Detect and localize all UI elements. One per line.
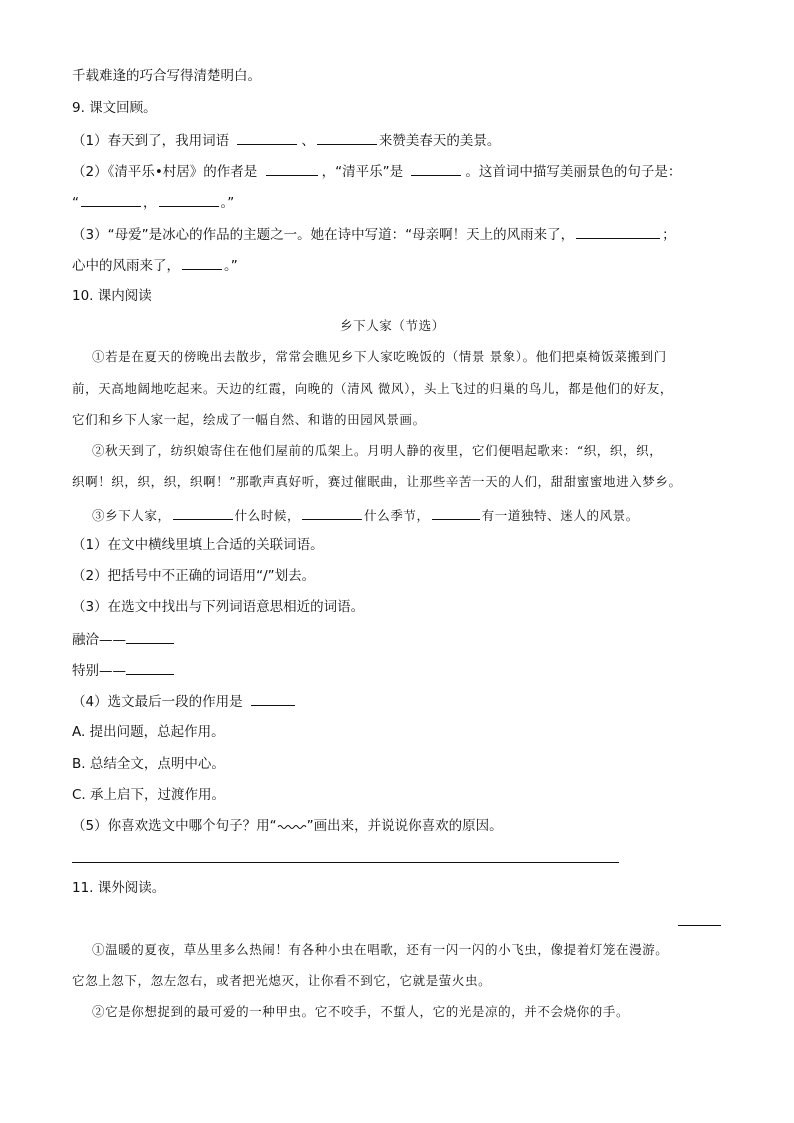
passage-para1-line1: ①若是在夏天的傍晚出去散步，常常会瞧见乡下人家吃晚饭的（情景 景象）。他们把桌椅饭菜搬到门 bbox=[92, 349, 667, 364]
answer-blank[interactable] bbox=[576, 224, 660, 239]
q10-sub4 bbox=[72, 691, 295, 712]
q10-sub2: （2）把括号中不正确的词语用“/”划去。 bbox=[72, 568, 316, 584]
passage-para3-text-b: 什么时候， bbox=[234, 508, 301, 523]
word-pair-2-label: 特别—— bbox=[72, 663, 126, 679]
q9-part2 bbox=[72, 161, 681, 182]
passage-para1-line2: 前，天高地阔地吃起来。天边的红霞，向晚的（清风 微风），头上飞过的归巢的鸟儿，都是他们的好友， bbox=[72, 381, 673, 396]
answer-blank[interactable] bbox=[182, 255, 222, 270]
q9-part2-open-quote: “ bbox=[72, 195, 79, 211]
passage-para1-line3: 它们和乡下人家一起，绘成了一幅自然、和谐的田园风景画。 bbox=[72, 412, 426, 427]
q9-part3-line2 bbox=[72, 255, 238, 276]
passage-para3-text-a: ③乡下人家， bbox=[92, 508, 171, 523]
q9-part3-text-a: （3）“母爱”是冰心的作品的主题之一。她在诗中写道：“母亲啊！天上的风雨来了， bbox=[72, 227, 575, 243]
answer-blank[interactable] bbox=[678, 925, 721, 926]
q11-para2-line1: ②它是你想捉到的最可爱的一种甲虫。它不咬手，不蜇人，它的光是凉的，并不会烧你的手。 bbox=[92, 1004, 630, 1019]
answer-blank[interactable] bbox=[81, 192, 141, 207]
q9-part2-text-a: （2）《清平乐•村居》的作者是 bbox=[72, 164, 258, 180]
q10-sub5-text-a: （5）你喜欢选文中哪个句子？用“ bbox=[72, 818, 277, 834]
q11-title: 11. 课外阅读。 bbox=[72, 880, 166, 896]
answer-blank[interactable] bbox=[173, 505, 233, 520]
passage-para3-text-d: 有一道独特、迷人的风景。 bbox=[481, 508, 639, 523]
answer-blank[interactable] bbox=[126, 629, 174, 644]
passage-title: 乡下人家（节选） bbox=[340, 318, 445, 333]
q9-part3-close: 。” bbox=[224, 258, 238, 274]
q11-para1-line1: ①温暖的夏夜，草丛里多么热闹！有各种小虫在唱歌，还有一闪一闪的小飞虫，像提着灯笼在漫游。 bbox=[92, 942, 669, 957]
q10-sub3: （3）在选文中找出与下列词语意思相近的词语。 bbox=[72, 599, 365, 615]
q9-part1-text-b: 来赞美春天的美景。 bbox=[378, 133, 501, 149]
word-pair-1 bbox=[72, 629, 174, 650]
q9-part1-sep: 、 bbox=[301, 133, 315, 149]
q9-part2-line2 bbox=[72, 192, 234, 213]
passage-para2-line2: 织啊！织，织，织，织啊！”那歌声真好听，赛过催眠曲，让那些辛苦一天的人们，甜甜蜜蜜地进入梦乡。 bbox=[72, 474, 682, 489]
intro-line: 千载难逢的巧合写得清楚明白。 bbox=[72, 68, 261, 84]
answer-line[interactable] bbox=[72, 862, 619, 863]
passage-para3 bbox=[92, 505, 639, 526]
option-a[interactable]: A. 提出问题，总起作用。 bbox=[72, 724, 225, 740]
passage-para2-line1: ②秋天到了，纺织娘寄住在他们屋前的瓜架上。月明人静的夜里，它们便唱起歌来：“织，织，织， bbox=[92, 443, 663, 458]
answer-blank[interactable] bbox=[126, 660, 174, 675]
q9-part2-close-quote: 。” bbox=[220, 195, 235, 211]
option-b[interactable]: B. 总结全文，点明中心。 bbox=[72, 756, 225, 772]
word-pair-2 bbox=[72, 660, 174, 681]
answer-blank[interactable] bbox=[251, 691, 295, 706]
option-c[interactable]: C. 承上启下，过渡作用。 bbox=[72, 787, 226, 803]
answer-blank[interactable] bbox=[302, 505, 362, 520]
q10-sub1: （1）在文中横线里填上合适的关联词语。 bbox=[72, 537, 324, 553]
q9-part2-text-c: 。这首词中描写美丽景色的句子是： bbox=[465, 164, 682, 180]
answer-blank[interactable] bbox=[317, 130, 377, 145]
q10-sub5-text-b: ”画出来，并说说你喜欢的原因。 bbox=[306, 818, 503, 834]
q9-part2-text-b: ，“清平乐”是 bbox=[321, 164, 404, 180]
answer-blank[interactable] bbox=[411, 161, 461, 176]
wavy-underline-icon bbox=[277, 822, 307, 830]
q9-part1 bbox=[72, 130, 500, 151]
q9-part3 bbox=[72, 224, 676, 245]
q9-title: 9. 课文回顾。 bbox=[72, 100, 157, 116]
q9-part3-semicolon: ； bbox=[662, 227, 676, 243]
q11-para1-line2: 它忽上忽下，忽左忽右，或者把光熄灭，让你看不到它，它就是萤火虫。 bbox=[72, 973, 492, 988]
answer-blank[interactable] bbox=[159, 192, 219, 207]
passage-para3-text-c: 什么季节， bbox=[364, 508, 430, 523]
q9-part2-comma: ， bbox=[143, 195, 157, 211]
answer-blank[interactable] bbox=[266, 161, 318, 176]
q10-sub5 bbox=[72, 816, 503, 836]
q10-title: 10. 课内阅读 bbox=[72, 288, 152, 304]
word-pair-1-label: 融洽—— bbox=[72, 632, 126, 648]
q9-part1-text-a: （1）春天到了，我用词语 bbox=[72, 133, 230, 149]
q9-part3-text-b: 心中的风雨来了， bbox=[72, 258, 180, 274]
q10-sub4-text: （4）选文最后一段的作用是 bbox=[72, 694, 243, 710]
answer-blank[interactable] bbox=[237, 130, 297, 145]
answer-blank[interactable] bbox=[432, 505, 480, 520]
